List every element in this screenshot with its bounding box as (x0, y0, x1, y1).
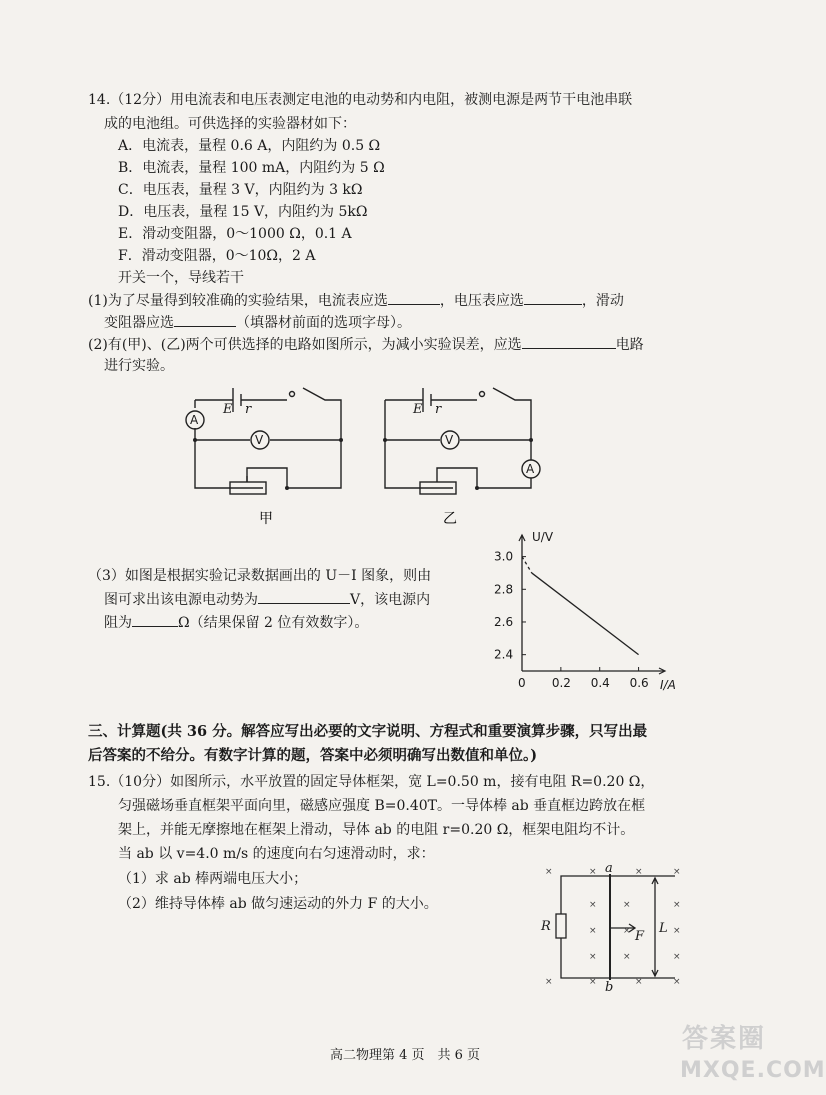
ammeter-label-jia: A (190, 413, 199, 427)
q14-option-b: B．电流表，量程 100 mA，内阻约为 5 Ω (118, 160, 385, 176)
label-r: R (541, 919, 551, 934)
q14-part1-text-a: (1)为了尽量得到较准确的实验结果，电流表应选 (88, 293, 388, 309)
x-tick-label: 0.6 (629, 676, 649, 690)
q14-part2-text-b: 电路 (615, 337, 644, 353)
q14-option-d: D．电压表，量程 15 V，内阻约为 5kΩ (118, 204, 368, 220)
svg-text:×: × (635, 867, 643, 877)
q15-sub1: （1）求 ab 棒两端电压大小； (118, 871, 308, 887)
emf-label-yi: E (413, 402, 423, 417)
q15-frame-figure (535, 860, 685, 995)
x-tick-label: 0.2 (551, 676, 571, 690)
q14-option-a: A．电流表，量程 0.6 A，内阻约为 0.5 Ω (118, 138, 381, 154)
section3-title-line2: 后答案的不给分。有数字计算的题，答案中必须明确写出数值和单位。) (88, 747, 538, 764)
ammeter-answer-blank[interactable] (388, 290, 440, 305)
q14-part2-line2: 进行实验。 (104, 358, 174, 374)
circuit-jia-label: 甲 (259, 511, 273, 527)
watermark-url: MXQE.COM (680, 1058, 826, 1083)
svg-text:×: × (623, 926, 631, 936)
rheostat-answer-blank[interactable] (174, 312, 236, 327)
voltmeter-label-yi: V (445, 433, 454, 447)
data-line-solid (532, 573, 639, 655)
resistor-r-icon (556, 914, 566, 938)
svg-text:×: × (545, 977, 553, 987)
q14-part3-text-c: 阻为 (104, 615, 132, 631)
label-b: b (605, 980, 614, 995)
y-tick-label: 2.4 (494, 647, 514, 662)
q14-part1-text-d: 变阻器应选 (104, 315, 174, 331)
q14-part1-line2 (104, 312, 411, 333)
x-tick-label: 0.4 (590, 676, 610, 690)
svg-text:×: × (589, 867, 597, 877)
data-line-dashed (522, 557, 532, 573)
q14-part3-text-d: Ω（结果保留 2 位有效数字）。 (178, 615, 369, 631)
q14-stem-line2: 成的电池组。可供选择的实验器材如下： (104, 116, 356, 132)
origin-label: 0 (518, 676, 526, 690)
q15-line3: 架上，并能无摩擦地在框架上滑动，导体 ab 的电阻 r=0.20 Ω，框架电阻均不计。 (118, 822, 635, 838)
q14-part1-text-c: ，滑动 (581, 293, 624, 309)
q14-part3-line3 (104, 612, 368, 633)
voltmeter-answer-blank[interactable] (524, 290, 582, 305)
y-axis-label: U/V (532, 530, 554, 544)
chart-ticks (494, 550, 649, 690)
q14-part1-text-e: （填器材前面的选项字母）。 (236, 315, 411, 331)
q14-extra: 开关一个，导线若干 (118, 270, 244, 286)
q14-option-e: E．滑动变阻器，0～1000 Ω，0.1 A (118, 226, 352, 242)
q14-part3-text-b: V，该电源内 (350, 592, 431, 608)
q14-part2-text-a: (2)有(甲)、(乙)两个可供选择的电路如图所示，为减小实验误差，应选 (88, 337, 522, 353)
section3-title-line1: 三、计算题(共 36 分。解答应写出必要的文字说明、方程式和重要演算步骤，只写出最 (88, 723, 648, 740)
emf-label-jia: E (223, 402, 233, 417)
q14-option-f: F．滑动变阻器，0～10Ω，2 A (118, 248, 316, 264)
q14-part1-text-b: ，电压表应选 (439, 293, 524, 309)
q15-line1: 15.（10分）如图所示，水平放置的固定导体框架，宽 L=0.50 m，接有电阻 R=0.20 Ω， (88, 774, 655, 790)
circuit-yi (385, 388, 540, 494)
svg-text:×: × (635, 977, 643, 987)
circuit-yi-label: 乙 (443, 511, 457, 527)
voltmeter-label-jia: V (255, 433, 264, 447)
label-f: F (635, 929, 645, 944)
label-l: L (659, 921, 668, 936)
u-i-chart (490, 525, 690, 725)
q15-sub2: （2）维持导体棒 ab 做匀速运动的外力 F 的大小。 (118, 896, 438, 912)
q14-option-c: C．电压表，量程 3 V，内阻约为 3 kΩ (118, 182, 363, 198)
circuit-answer-blank[interactable] (522, 334, 616, 349)
y-tick-label: 3.0 (494, 549, 514, 564)
chart-axes (518, 530, 676, 692)
svg-text:×: × (673, 977, 681, 987)
q14-part3-line1: （3）如图是根据实验记录数据画出的 U－I 图象，则由 (88, 568, 432, 584)
emf-answer-blank[interactable] (258, 589, 350, 604)
q14-part3-line2 (104, 589, 430, 610)
svg-text:×: × (589, 977, 597, 987)
r-label-jia: r (245, 402, 252, 417)
svg-text:×: × (623, 952, 631, 962)
svg-text:×: × (673, 952, 681, 962)
x-axis-label: I/A (660, 678, 676, 692)
page-footer: 高二物理第 4 页 共 6 页 (329, 1048, 481, 1063)
svg-text:×: × (673, 900, 681, 910)
svg-text:×: × (589, 952, 597, 962)
svg-text:×: × (623, 900, 631, 910)
svg-text:×: × (673, 926, 681, 936)
label-a: a (605, 861, 613, 876)
y-tick-label: 2.8 (494, 582, 514, 597)
q14-stem-line1: 14.（12分）用电流表和电压表测定电池的电动势和内电阻，被测电源是两节干电池串联 (88, 92, 633, 108)
q14-part1-line1 (88, 290, 624, 311)
chart-lines (522, 557, 639, 655)
circuit-jia (186, 388, 341, 494)
svg-text:×: × (589, 900, 597, 910)
svg-text:×: × (673, 867, 681, 877)
watermark-logo: 答案圈 (682, 1024, 767, 1054)
svg-text:×: × (545, 867, 553, 877)
y-tick-label: 2.6 (494, 614, 514, 629)
resistance-answer-blank[interactable] (132, 612, 178, 627)
r-label-yi: r (435, 402, 442, 417)
ammeter-label-yi: A (526, 462, 535, 476)
q14-part3-text-a: 图可求出该电源电动势为 (104, 592, 258, 608)
circuit-diagrams (175, 380, 555, 530)
q15-line2: 匀强磁场垂直框架平面向里，磁感应强度 B=0.40T。一导体棒 ab 垂直框边跨放在框 (118, 798, 646, 814)
svg-text:×: × (589, 926, 597, 936)
q14-part2-line1 (88, 334, 644, 355)
q15-line4: 当 ab 以 v=4.0 m/s 的速度向右匀速滑动时，求： (118, 846, 435, 862)
